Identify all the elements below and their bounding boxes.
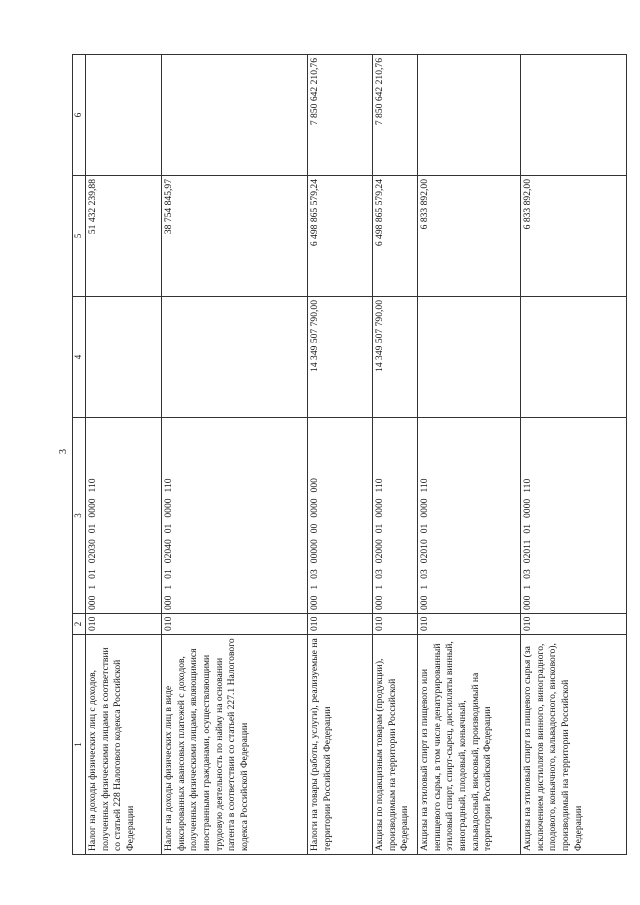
code-segment: 03 [308,569,320,579]
code-segment: 0000 [418,498,430,518]
code-segment: 03 [521,569,533,579]
code-segment: 0000 [86,498,98,518]
code-segment: 1 [373,584,385,590]
code-segment: 1 [162,584,174,590]
budget-code-cell [520,418,626,614]
code-segment: 02011 [521,539,533,564]
amount-col6-cell [417,55,520,176]
header-cell: 1 [73,635,86,855]
code-segment: 110 [521,478,533,493]
code-segment: 110 [86,478,98,493]
row-name-cell: Акцизы на этиловый спирт из пищевого сырья (за исключением дистиллятов винного, виноградного, плодового, коньячного, кальвадосного, вискового), производимый на территории Российской Федерации [520,635,626,855]
code-segment: 0000 [308,498,320,518]
amount-col6-cell: 7 850 642 210,76 [372,55,417,176]
amount-col5-cell: 6 833 892,00 [417,176,520,297]
code-segment: 0000 [162,498,174,518]
amount-col4-cell [85,297,161,418]
amount-col4-cell [161,297,307,418]
code-segment: 02040 [162,539,174,564]
table-row [372,55,417,855]
code-segment: 1 [521,584,533,590]
code-segment: 02030 [86,539,98,564]
code-segment: 110 [373,478,385,493]
amount-col4-cell: 14 349 507 790,00 [372,297,417,418]
code-segment: 1 [418,584,430,590]
code-segment: 110 [418,478,430,493]
amount-col5-cell: 6 833 892,00 [520,176,626,297]
budget-code-cell [85,418,161,614]
code-segment: 00 [308,523,320,534]
code-segment: 000 [308,478,320,493]
code-segment: 01 [521,523,533,534]
row-name-cell: Акцизы по подакцизным товарам (продукции), производимым на территории Российской Федерации [372,635,417,855]
rotated-table-container [72,55,637,855]
header-cell: 2 [73,614,86,635]
budget-code-cell [372,418,417,614]
table-row [307,55,372,855]
row-name-cell: Акцизы на этиловый спирт из пищевого или непищевого сырья, в том числе денатурированный этиловый спирт, спирт-сырец, дистилляты винный, виноградный, плодовый, коньячный, кальвадосный, висковый, производимый на территории Российской Федерации [417,635,520,855]
row-name-cell: Налог на доходы физических лиц с доходов, полученных физическими лицами в соответствии со статьей 228 Налогового кодекса Российской Федерации [85,635,161,855]
admin-code-cell: 010 [85,614,161,635]
code-segment: 000 [162,595,174,610]
code-segment: 01 [418,523,430,534]
row-name-cell: Налоги на товары (работы, услуги), реализуемые на территории Российской Федерации [307,635,372,855]
amount-col5-cell: 6 498 865 579,24 [372,176,417,297]
amount-col6-cell [85,55,161,176]
header-cell: 5 [73,176,86,297]
admin-code-cell: 010 [417,614,520,635]
code-segment: 01 [86,569,98,579]
code-segment: 01 [162,523,174,534]
revenue-table [72,54,627,855]
code-segment: 110 [162,478,174,493]
code-segment: 000 [86,595,98,610]
admin-code-cell: 010 [520,614,626,635]
amount-col4-cell [520,297,626,418]
code-segment: 03 [418,569,430,579]
admin-code-cell: 010 [161,614,307,635]
code-segment: 000 [418,595,430,610]
code-segment: 000 [373,595,385,610]
row-name-cell: Налог на доходы физических лиц в виде фиксированных авансовых платежей с доходов, полученных физическими лицами, являющимися иностранными гражданами, осуществляющими трудовую деятельность по найму на основании патента в соответствии со статьей 227.1 Налогового кодекса Российской Федерации [161,635,307,855]
code-segment: 000 [308,595,320,610]
admin-code-cell: 010 [372,614,417,635]
code-segment: 1 [308,584,320,590]
budget-code-cell [417,418,520,614]
header-cell: 3 [73,418,86,614]
code-segment: 0000 [373,498,385,518]
code-segment: 01 [86,523,98,534]
budget-code-cell [307,418,372,614]
code-segment: 03 [373,569,385,579]
page-number: 3 [58,449,69,454]
amount-col6-cell [520,55,626,176]
admin-code-cell: 010 [307,614,372,635]
header-row [73,55,86,855]
header-cell: 6 [73,55,86,176]
amount-col4-cell [417,297,520,418]
code-segment: 01 [162,569,174,579]
amount-col5-cell: 51 432 239,88 [85,176,161,297]
code-segment: 1 [86,584,98,590]
amount-col4-cell: 14 349 507 790,00 [307,297,372,418]
code-segment: 02010 [418,539,430,564]
code-segment: 000 [521,595,533,610]
amount-col6-cell: 7 850 642 210,76 [307,55,372,176]
amount-col5-cell: 6 498 865 579,24 [307,176,372,297]
code-segment: 02000 [373,539,385,564]
table-row [520,55,626,855]
budget-code-cell [161,418,307,614]
code-segment: 01 [373,523,385,534]
amount-col5-cell: 38 754 845,97 [161,176,307,297]
table-row [417,55,520,855]
header-cell: 4 [73,297,86,418]
table-row [85,55,161,855]
amount-col6-cell [161,55,307,176]
table-row [161,55,307,855]
code-segment: 0000 [521,498,533,518]
code-segment: 00000 [308,539,320,564]
